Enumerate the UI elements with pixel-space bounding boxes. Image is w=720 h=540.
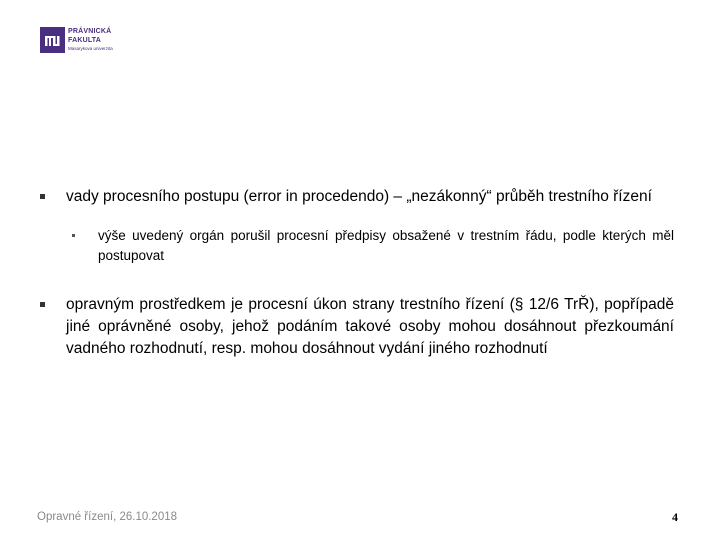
sub-bullet-text-1: výše uvedený orgán porušil procesní předpisy obsažené v trestním řádu, podle kterých měl postupovat	[98, 228, 674, 263]
bullet-item-2	[38, 294, 674, 360]
footer-text: Opravné řízení, 26.10.2018	[37, 511, 178, 523]
logo-line-faculty-name: PRÁVNICKÁ	[68, 28, 112, 35]
faculty-logo	[40, 27, 140, 57]
logo-text	[68, 27, 113, 53]
logo-line-faculty: FAKULTA	[68, 37, 102, 44]
bullet-text-1: vady procesního postupu (error in procedendo) – „nezákonný“ průběh trestního řízení	[66, 188, 652, 205]
slide-content	[38, 186, 674, 360]
mu-logo-icon	[40, 27, 65, 53]
bullet-item-1	[38, 186, 674, 208]
bullet-text-2: opravným prostředkem je procesní úkon strany trestního řízení (§ 12/6 TrŘ), popřípadě jiné oprávněné osoby, jehož podáním takové osoby mohou dosáhnout přezkoumání vadného rozhodnutí, resp. mohou dosáhnout vydání jiného rozhodnutí	[66, 296, 674, 357]
sub-bullet-item-1	[38, 226, 674, 266]
square-bullet-icon	[40, 302, 45, 307]
small-square-bullet-icon	[72, 234, 75, 237]
logo-line-university: Masarykova univerzita	[68, 46, 113, 51]
square-bullet-icon	[40, 194, 45, 199]
page-number: 4	[672, 510, 678, 524]
